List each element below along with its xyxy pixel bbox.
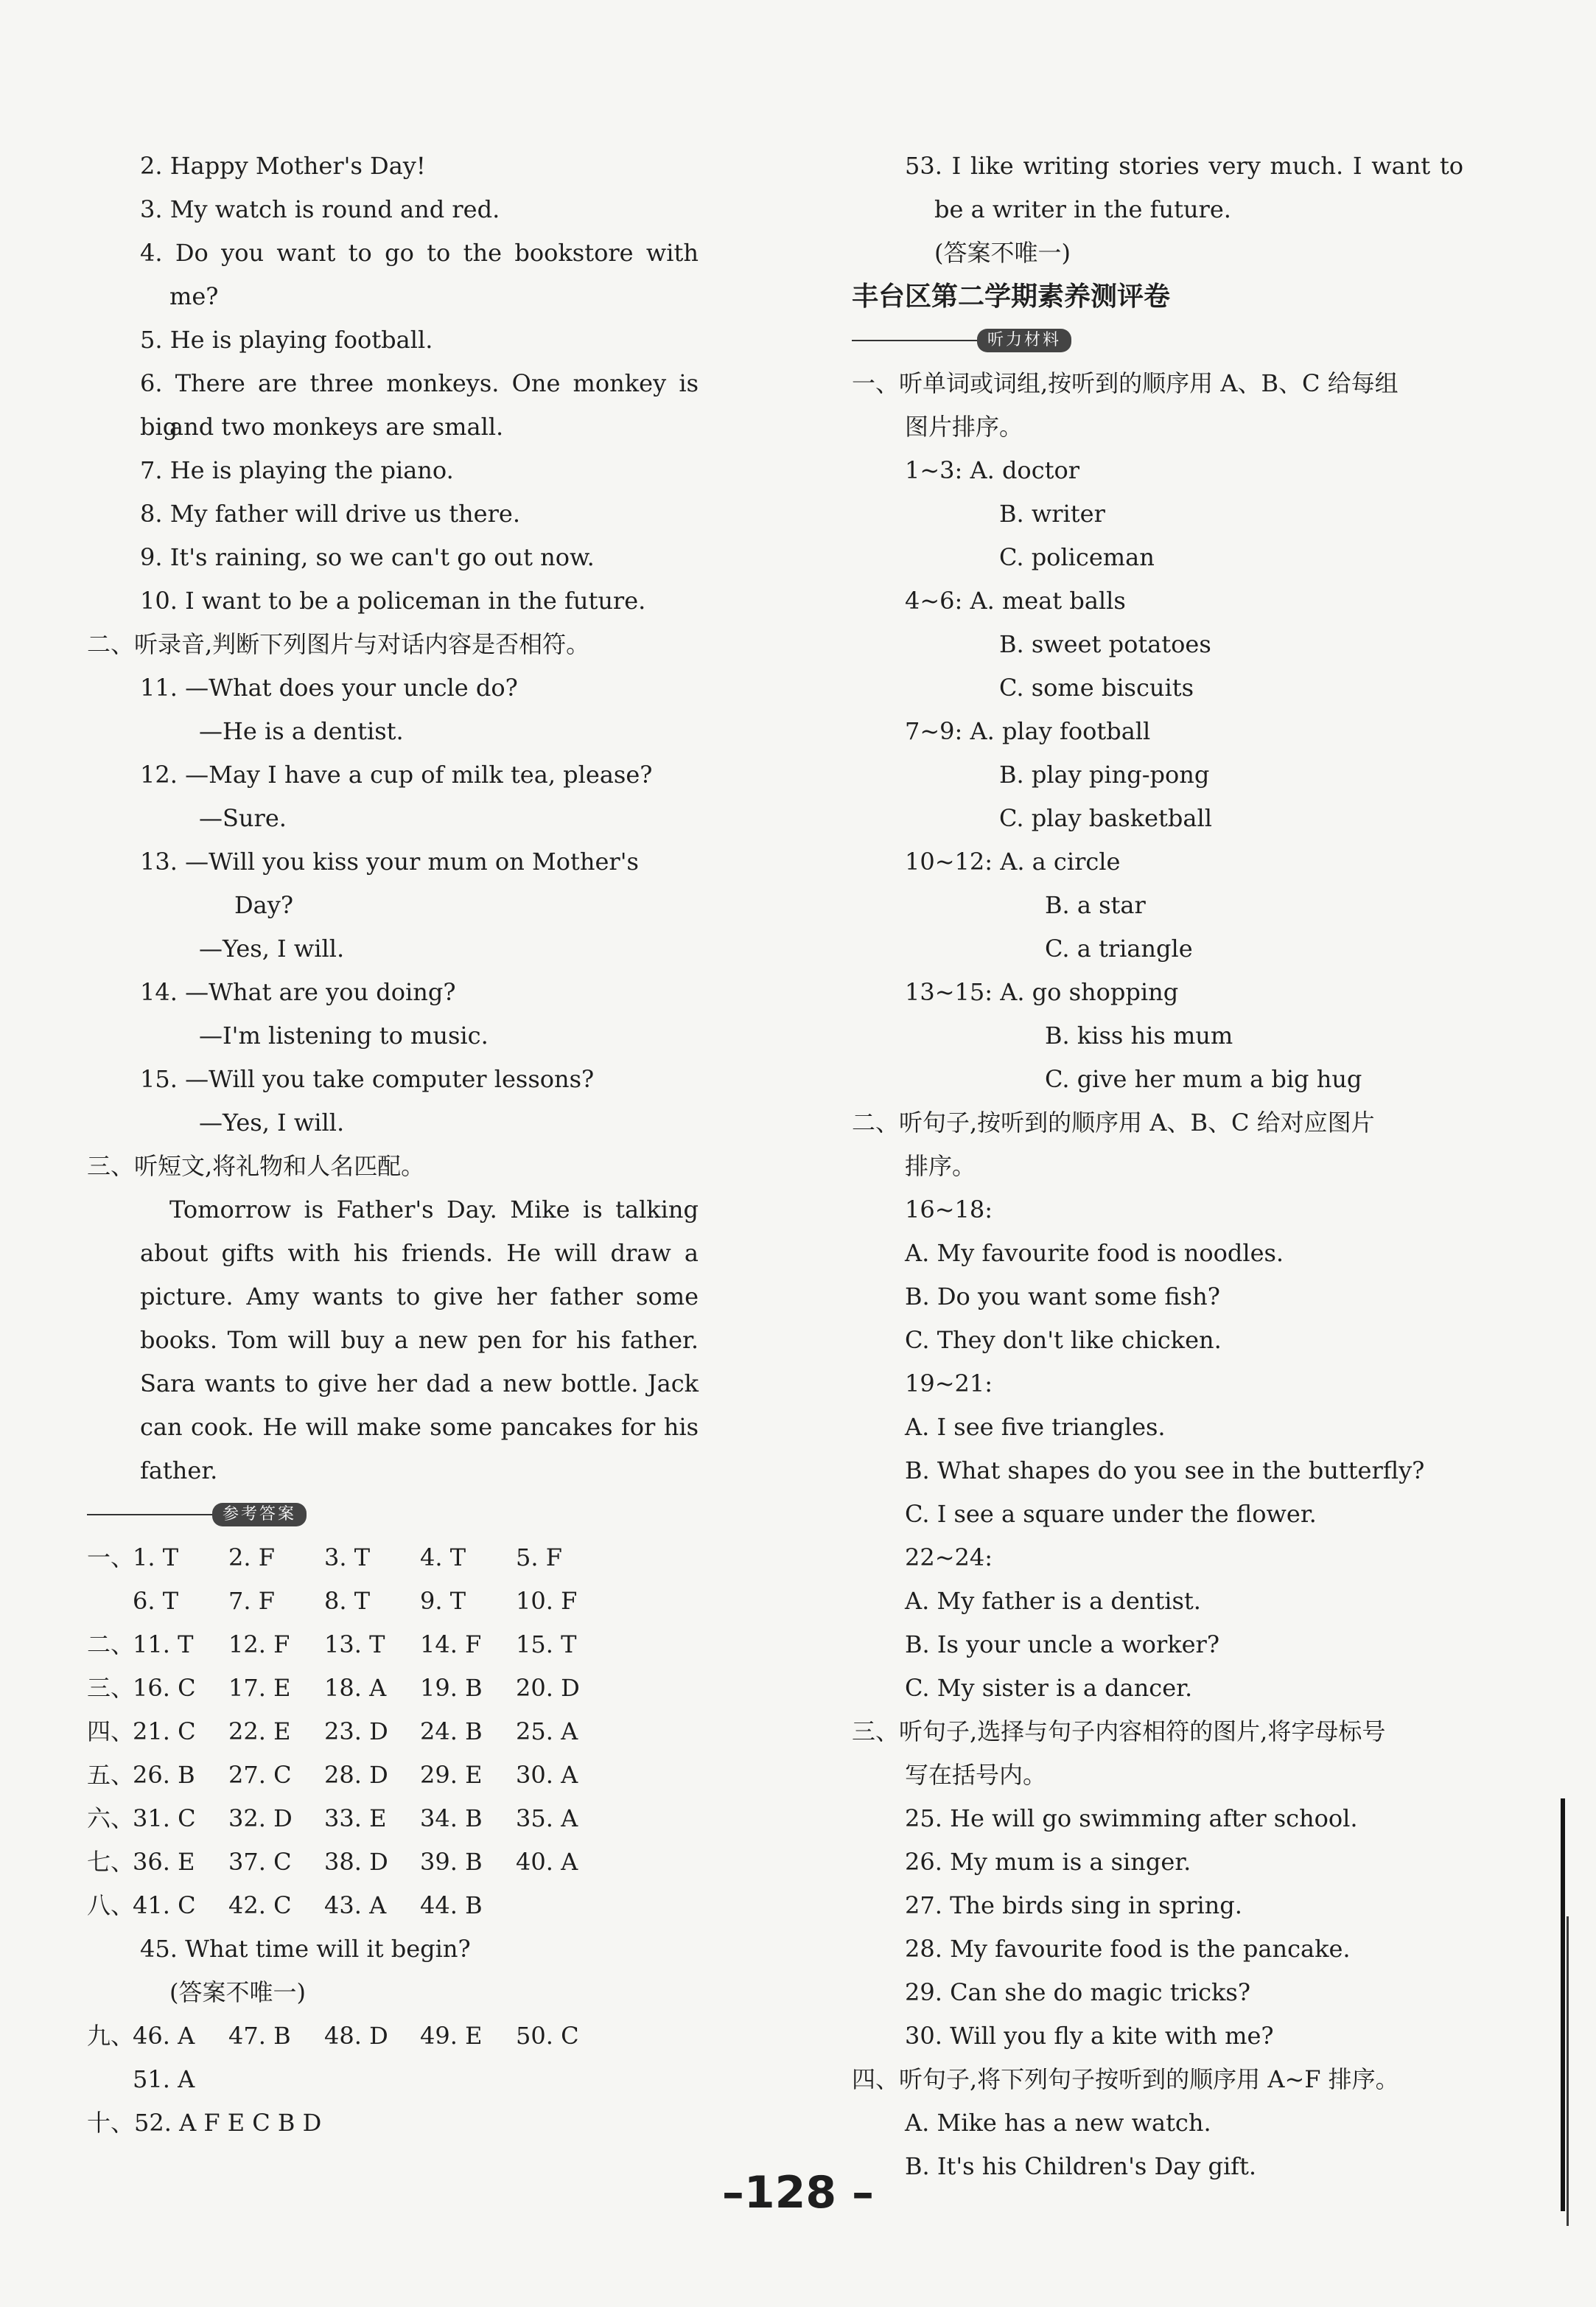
transcript-line: 10. I want to be a policeman in the future. xyxy=(140,587,646,615)
transcript-line: 8. My father will drive us there. xyxy=(140,500,520,528)
transcript-line: A. My favourite food is noodles. xyxy=(905,1239,1284,1267)
answer-cell: 40. A xyxy=(516,1848,578,1876)
transcript-line: 6. There are three monkeys. One monkey is big xyxy=(140,369,699,441)
passage-line: father. xyxy=(140,1456,218,1484)
section-heading: 二、听句子,按听到的顺序用 A、B、C 给对应图片 xyxy=(852,1109,1375,1137)
answer-cell: 46. A xyxy=(133,2022,195,2050)
answer-row-prefix: 九、 xyxy=(87,2022,135,2050)
transcript-line: 16~18: xyxy=(905,1196,993,1224)
transcript-line: 9. It's raining, so we can't go out now. xyxy=(140,543,595,571)
option-line: B. play ping-pong xyxy=(999,761,1210,789)
answer-cell: 43. A xyxy=(324,1891,387,1919)
answer-cell: 16. C xyxy=(133,1674,196,1702)
option-line: B. a star xyxy=(1045,891,1146,919)
answer-cell: 48. D xyxy=(324,2022,388,2050)
section-heading: 一、听单词或词组,按听到的顺序用 A、B、C 给每组 xyxy=(852,369,1399,397)
answer-cell: 41. C xyxy=(133,1891,196,1919)
answer-cell: 35. A xyxy=(516,1804,578,1832)
page-edge-shadow xyxy=(1561,1798,1565,2211)
transcript-line: 26. My mum is a singer. xyxy=(905,1848,1191,1876)
answer-cell: 1. T xyxy=(133,1543,179,1571)
answer-cell: 37. C xyxy=(228,1848,292,1876)
transcript-line: 28. My favourite food is the pancake. xyxy=(905,1935,1351,1963)
section-heading: 四、听句子,将下列句子按听到的顺序用 A~F 排序。 xyxy=(852,2065,1399,2093)
answer-cell: 24. B xyxy=(420,1717,483,1745)
answer-row-prefix: 六、 xyxy=(87,1804,135,1832)
answer-tag-row xyxy=(87,1493,699,1536)
answer-row xyxy=(87,1666,699,1710)
answer-cell: 42. C xyxy=(228,1891,292,1919)
answer-cell: 27. C xyxy=(228,1761,292,1789)
transcript-line: 13~15: A. go shopping xyxy=(905,978,1179,1006)
answer-cell: 28. D xyxy=(324,1761,388,1789)
transcript-line: 3. My watch is round and red. xyxy=(140,195,500,223)
transcript-line: 4~6: A. meat balls xyxy=(905,587,1126,615)
transcript-line: —I'm listening to music. xyxy=(199,1022,489,1050)
answer-cell: 11. T xyxy=(133,1630,194,1658)
listening-tag-row xyxy=(852,318,1463,362)
answer-cell: 6. T xyxy=(133,1587,179,1615)
transcript-line: A. I see five triangles. xyxy=(905,1413,1166,1441)
section-heading: 排序。 xyxy=(905,1152,976,1180)
transcript-line: 12. —May I have a cup of milk tea, please? xyxy=(140,761,653,789)
answer-row-prefix: 四、 xyxy=(87,1717,135,1745)
answer-row-prefix: 一、 xyxy=(87,1543,135,1571)
passage-line: books. Tom will buy a new pen for his father. xyxy=(140,1326,699,1354)
answer-row-prefix: 三、 xyxy=(87,1674,135,1702)
answer-row-prefix: 二、 xyxy=(87,1630,135,1658)
transcript-line: B. What shapes do you see in the butterfly? xyxy=(905,1456,1425,1484)
answer-cell: 49. E xyxy=(420,2022,483,2050)
answer-cell: 31. C xyxy=(133,1804,196,1832)
transcript-line: C. My sister is a dancer. xyxy=(905,1674,1193,1702)
answer-cell: 20. D xyxy=(516,1674,580,1702)
option-line: C. play basketball xyxy=(999,804,1212,832)
answer-cell: 33. E xyxy=(324,1804,387,1832)
answer-row xyxy=(87,1797,699,1840)
transcript-line: 27. The birds sing in spring. xyxy=(905,1891,1242,1919)
answer-note: (答案不唯一) xyxy=(169,1978,306,2006)
answer-cell: 14. F xyxy=(420,1630,482,1658)
answer-line: be a writer in the future. xyxy=(934,195,1231,223)
answer-cell: 15. T xyxy=(516,1630,577,1658)
passage-line: Sara wants to give her dad a new bottle. Jack xyxy=(140,1369,699,1397)
answer-cell: 17. E xyxy=(228,1674,291,1702)
answer-cell: 50. C xyxy=(516,2022,579,2050)
answer-cell: 44. B xyxy=(420,1891,483,1919)
passage-line: picture. Amy wants to give her father some xyxy=(140,1282,699,1310)
option-line: C. some biscuits xyxy=(999,674,1194,702)
answer-cell: 9. T xyxy=(420,1587,466,1615)
transcript-line: Day? xyxy=(234,891,293,919)
answer-row xyxy=(87,1884,699,1927)
answer-cell: 29. E xyxy=(420,1761,483,1789)
transcript-line: B. Do you want some fish? xyxy=(905,1282,1220,1310)
answer-cell: 25. A xyxy=(516,1717,578,1745)
answer-cell: 13. T xyxy=(324,1630,385,1658)
transcript-line: 10~12: A. a circle xyxy=(905,848,1121,876)
answer-cell: 19. B xyxy=(420,1674,483,1702)
transcript-line: 14. —What are you doing? xyxy=(140,978,456,1006)
transcript-line: —He is a dentist. xyxy=(199,717,404,745)
section-heading: 图片排序。 xyxy=(905,413,1023,441)
page-edge-shadow-inner xyxy=(1567,1916,1569,2226)
answer-cell: 39. B xyxy=(420,1848,483,1876)
transcript-line: 1~3: A. doctor xyxy=(905,456,1080,484)
answer-row xyxy=(87,1840,699,1884)
answer-line: 53. I like writing stories very much. I want to xyxy=(905,152,1463,180)
transcript-line: 25. He will go swimming after school. xyxy=(905,1804,1358,1832)
transcript-line: 5. He is playing football. xyxy=(140,326,433,354)
option-line: B. kiss his mum xyxy=(1045,1022,1233,1050)
transcript-line: 2. Happy Mother's Day! xyxy=(140,152,426,180)
answer-row xyxy=(87,2058,699,2101)
transcript-line: 4. Do you want to go to the bookstore with xyxy=(140,239,699,267)
transcript-line: C. I see a square under the flower. xyxy=(905,1500,1317,1528)
option-line: B. sweet potatoes xyxy=(999,630,1211,658)
option-line: B. writer xyxy=(999,500,1105,528)
tag-rule xyxy=(87,1514,212,1515)
transcript-line: B. Is your uncle a worker? xyxy=(905,1630,1219,1658)
transcript-line: 13. —Will you kiss your mum on Mother's xyxy=(140,848,639,876)
answer-cell: 8. T xyxy=(324,1587,371,1615)
passage-line: about gifts with his friends. He will draw a xyxy=(140,1239,699,1267)
transcript-line: 19~21: xyxy=(905,1369,993,1397)
answer-cell: 32. D xyxy=(228,1804,293,1832)
answer-row xyxy=(87,1623,699,1666)
answer-cell: 26. B xyxy=(133,1761,195,1789)
transcript-line: C. They don't like chicken. xyxy=(905,1326,1222,1354)
tag-rule xyxy=(852,340,977,341)
option-line: C. give her mum a big hug xyxy=(1045,1065,1362,1093)
transcript-line: —Sure. xyxy=(199,804,287,832)
transcript-line: A. Mike has a new watch. xyxy=(905,2109,1211,2137)
transcript-line: 30. Will you fly a kite with me? xyxy=(905,2022,1274,2050)
listening-material-tag: 听力材料 xyxy=(977,329,1071,352)
transcript-line: and two monkeys are small. xyxy=(169,413,504,441)
answer-cell: 5. F xyxy=(516,1543,562,1571)
answer-line: 十、52. A F E C B D xyxy=(87,2109,322,2137)
answer-cell: 38. D xyxy=(324,1848,388,1876)
transcript-line: 15. —Will you take computer lessons? xyxy=(140,1065,595,1093)
answer-row-prefix: 七、 xyxy=(87,1848,135,1876)
section-heading: 三、听句子,选择与句子内容相符的图片,将字母标号 xyxy=(852,1717,1386,1745)
section-heading: 三、听短文,将礼物和人名匹配。 xyxy=(87,1152,425,1180)
answer-cell: 36. E xyxy=(133,1848,195,1876)
passage-line: can cook. He will make some pancakes for his xyxy=(140,1413,699,1441)
answer-row xyxy=(87,2014,699,2058)
answer-cell: 23. D xyxy=(324,1717,388,1745)
answer-key-tag: 参考答案 xyxy=(212,1503,307,1526)
answer-row xyxy=(87,1710,699,1753)
answer-cell: 12. F xyxy=(228,1630,290,1658)
answer-cell: 2. F xyxy=(228,1543,275,1571)
transcript-line: —Yes, I will. xyxy=(199,935,345,963)
answer-row xyxy=(87,1580,699,1623)
option-line: C. a triangle xyxy=(1045,935,1193,963)
transcript-line: 11. —What does your uncle do? xyxy=(140,674,518,702)
section-heading: 二、听录音,判断下列图片与对话内容是否相符。 xyxy=(87,630,590,658)
transcript-line: 22~24: xyxy=(905,1543,993,1571)
answer-row xyxy=(87,1536,699,1580)
answer-cell: 34. B xyxy=(420,1804,483,1832)
answer-cell: 3. T xyxy=(324,1543,371,1571)
answer-cell: 51. A xyxy=(133,2065,195,2093)
answer-row xyxy=(87,1753,699,1797)
section-heading: 写在括号内。 xyxy=(905,1761,1047,1789)
answer-cell: 21. C xyxy=(133,1717,196,1745)
transcript-line: 7. He is playing the piano. xyxy=(140,456,454,484)
answer-cell: 22. E xyxy=(228,1717,291,1745)
transcript-line: 7~9: A. play football xyxy=(905,717,1151,745)
transcript-line: A. My father is a dentist. xyxy=(905,1587,1201,1615)
transcript-line: me? xyxy=(169,282,219,310)
answer-line: 45. What time will it begin? xyxy=(140,1935,471,1963)
answer-cell: 10. F xyxy=(516,1587,578,1615)
section-title: 丰台区第二学期素养测评卷 xyxy=(852,282,1171,312)
passage-line: Tomorrow is Father's Day. Mike is talking xyxy=(169,1196,699,1224)
answer-row-prefix: 八、 xyxy=(87,1891,135,1919)
answer-cell: 7. F xyxy=(228,1587,275,1615)
transcript-line: 29. Can she do magic tricks? xyxy=(905,1978,1250,2006)
answer-line: (答案不唯一) xyxy=(934,239,1071,267)
transcript-line: —Yes, I will. xyxy=(199,1109,345,1137)
option-line: C. policeman xyxy=(999,543,1155,571)
transcript-line: B. It's his Children's Day gift. xyxy=(905,2152,1257,2180)
page-number: –128 – xyxy=(721,2167,875,2219)
answer-cell: 30. A xyxy=(516,1761,578,1789)
answer-row-prefix: 五、 xyxy=(87,1761,135,1789)
answer-cell: 18. A xyxy=(324,1674,387,1702)
answer-cell: 47. B xyxy=(228,2022,291,2050)
left-column xyxy=(87,144,699,2145)
right-column xyxy=(852,144,1463,2188)
answer-cell: 4. T xyxy=(420,1543,466,1571)
